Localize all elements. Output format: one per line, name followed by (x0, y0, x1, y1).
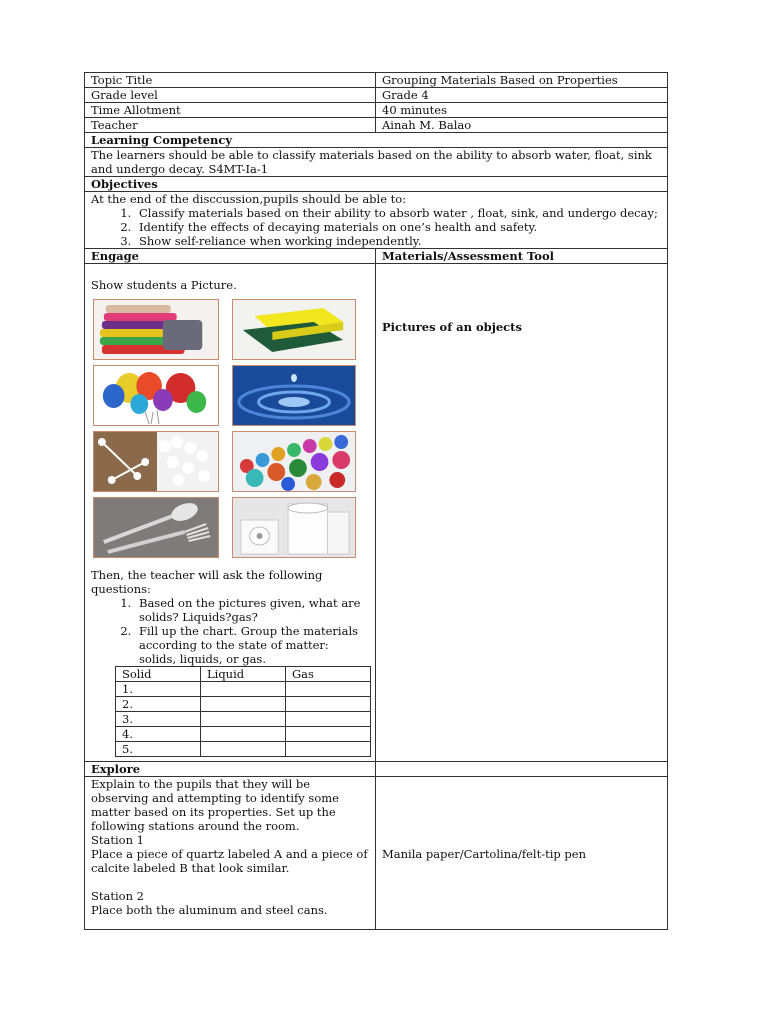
objectives-intro: At the end of the disccussion,pupils should be able to: (91, 192, 407, 206)
chart-row (116, 712, 371, 727)
tissue-rolls-picture (232, 497, 356, 558)
header-row-time (85, 103, 668, 118)
chart-cell[interactable] (201, 727, 286, 742)
chart-cell[interactable] (286, 742, 371, 757)
chart-header-liquid: Liquid (201, 667, 286, 682)
chart-cell[interactable] (286, 712, 371, 727)
header-value: Ainah M. Balao (376, 118, 668, 133)
chart-header-row (116, 667, 371, 682)
chart-row-number: 1. (116, 682, 201, 697)
station1-title: Station 1 (91, 833, 144, 847)
chart-row (116, 742, 371, 757)
header-label: Teacher (85, 118, 376, 133)
chart-cell[interactable] (286, 682, 371, 697)
questions-list (91, 596, 369, 666)
chart-row-number: 5. (116, 742, 201, 757)
towels-picture (93, 299, 219, 360)
chart-row (116, 682, 371, 697)
questions-intro: Then, the teacher will ask the following questions: (91, 568, 323, 596)
explore-title-blank (376, 762, 668, 777)
water-drop-picture (232, 365, 356, 426)
header-label: Topic Title (85, 73, 376, 88)
show-text: Show students a Picture. (91, 278, 237, 292)
explore-cell (85, 777, 376, 930)
engage-cell (85, 264, 376, 762)
explore-tool-text: Manila paper/Cartolina/felt-tip pen (382, 847, 586, 861)
header-value: Grouping Materials Based on Properties (376, 73, 668, 88)
competency-text: The learners should be able to classify materials based on the ability to absorb water, float, sink and undergo decay. S4MT-Ia-1 (85, 148, 668, 177)
header-label: Grade level (85, 88, 376, 103)
question-item: 2. Fill up the chart. Group the materials according to the state of matter: solids, liquids, or gas. (135, 624, 369, 666)
header-label: Time Allotment (85, 103, 376, 118)
chart-header-solid: Solid (116, 667, 201, 682)
chart-cell[interactable] (201, 682, 286, 697)
chart-row-number: 3. (116, 712, 201, 727)
question-item: 1. Based on the pictures given, what are solids? Liquids?gas? (135, 596, 369, 624)
engage-title: Engage (85, 249, 376, 264)
chart-cell[interactable] (201, 712, 286, 727)
chart-cell[interactable] (286, 727, 371, 742)
objectives-title: Objectives (85, 177, 668, 192)
header-value: 40 minutes (376, 103, 668, 118)
objective-item: 1. Classify materials based on their ability to absorb water , float, sink, and undergo decay; (135, 206, 661, 220)
station2-title: Station 2 (91, 889, 144, 903)
station1-text: Place a piece of quartz labeled A and a piece of calcite labeled B that look similar. (91, 847, 368, 875)
chart-row (116, 727, 371, 742)
explore-tool-cell (376, 777, 668, 930)
lesson-plan-table (84, 72, 668, 930)
chart-cell[interactable] (201, 697, 286, 712)
chart-cell[interactable] (201, 742, 286, 757)
chart-header-gas: Gas (286, 667, 371, 682)
explore-intro: Explain to the pupils that they will be observing and attempting to identify some matter based on its properties. Set up the following stations around the room. (91, 777, 339, 833)
engage-tool-text: Pictures of an objects (382, 320, 522, 334)
objective-item: 2. Identify the effects of decaying materials on one’s health and safety. (135, 220, 661, 234)
station2-text: Place both the aluminum and steel cans. (91, 903, 328, 917)
header-value: Grade 4 (376, 88, 668, 103)
objective-item: 3. Show self-reliance when working independently. (135, 234, 661, 248)
marbles-picture (232, 431, 356, 492)
state-of-matter-chart (115, 666, 371, 757)
chart-row-number: 2. (116, 697, 201, 712)
objectives-list (91, 206, 661, 248)
competency-title: Learning Competency (85, 133, 668, 148)
engage-tool-cell (376, 264, 668, 762)
tool-title: Materials/Assessment Tool (376, 249, 668, 264)
cotton-buds-picture (93, 431, 219, 492)
objectives-cell (85, 192, 668, 249)
explore-title: Explore (85, 762, 376, 777)
sponge-picture (232, 299, 356, 360)
balloons-picture (93, 365, 219, 426)
chart-row-number: 4. (116, 727, 201, 742)
picture-grid (93, 299, 369, 558)
lesson-plan (84, 72, 667, 930)
header-row-topic (85, 73, 668, 88)
chart-row (116, 697, 371, 712)
chart-cell[interactable] (286, 697, 371, 712)
header-row-grade (85, 88, 668, 103)
header-row-teacher (85, 118, 668, 133)
spoon-fork-picture (93, 497, 219, 558)
